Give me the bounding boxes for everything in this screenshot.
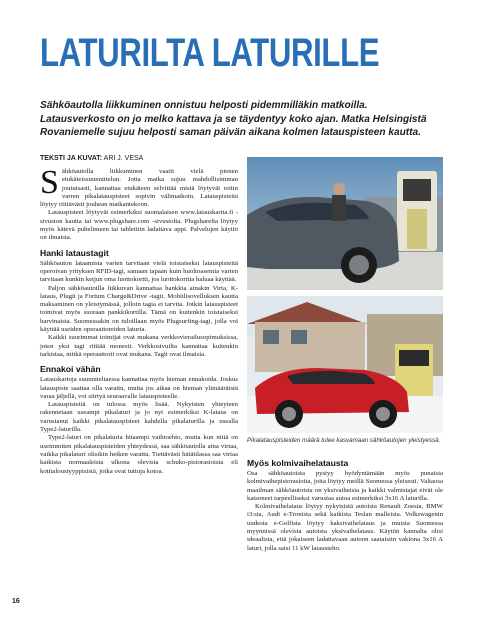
body-paragraph-6: Latauskartoja suunniteltaessa kannattaa myös hieman ennakoida. Joskus latauspiste saattaa olla varattu, mutta jos aikaa on hieman ylimääräistä varaa jäljellä, voi siirtyä seuraavalle latauspisteelle. (40, 376, 238, 400)
photo-caption: Pikalatauspisteiden määrä tulee kasvamaan sähköautojen yleistyessä. (247, 437, 441, 444)
body-paragraph-2: Latauspisteet löytyvät esimerkiksi suomalaisen www.latauskartta.fi -sivuston kautta tai www.plugshare.com -sivustolta. Plugsharelta löytyy myös kätevä puhelimeen tai tablettiin ladattava appi. Palvelujen käyttö on ilmaista. (40, 209, 238, 242)
photo-charging-red-car (247, 296, 443, 433)
right-paragraph-1: Osa sähköautoista pystyy hyödyntämään myös punaisia kolmivaihepistorasioita, joita löytyy meillä Suomessa yleisesti. Valtaosa maailman sähköautoista on yksivaiheisia ja kaikki valmistajat eivät ole katsoneet tarpeelliseksi varustaa autoa esimerkiksi 3x16 A laturilla. (247, 470, 443, 502)
article-lead: Sähköautolla liikkuminen onnistuu helposti pidemmilläkin matkoilla. Latausverkosto on jo melko kattava ja se täydentyy koko ajan. Matka Helsingistä Rovaniemelle sujuu helposti saman päivän aikana kolmen latauspisteen kautta. (40, 100, 427, 139)
body-paragraph-3: Sähköauton lataamista varten tarvitaan vielä toistaiseksi latauspisteitä operoivan yrityksen RFID-tagi, samaan tapaan kuin huoltoasemia varten tarvitaan kunkin ketjun oma luottokortti, jos luottokorttia haluaa käyttää. (40, 259, 238, 284)
body-paragraph-5: Kaikki suurimmat toimijat ovat mukana verkkovierailusopimuksissa, joten yksi tagi riittää monesti. Verkkosivuilta kannattaa kuitenkin tarkistaa, mitkä operaattorit ovat mukana. Tagit ovat ilmaisia. (40, 334, 238, 358)
subheading-three-phase: Myös kolmivaihelatausta (247, 458, 349, 468)
body-paragraph-4: Paljon sähköautoilla liikkuvan kannattaa hankkia ainakin Virta, K-lataus, Plugit ja Fortum Charge&Drive -tagit. Mobiilisovelluksen kautta maksaminen on yleistymässä, jolloin tagia ei tarvita. Jotkin latauspisteet toimivat myös suoraan pankkikortilla. Tämä on kuitenkin toistaiseksi harvinaista. Suomessakin on tuloillaan myös Plugsurfing-tagi, jolla voi käyttää useiden operaattoreiden laturia. (40, 284, 238, 334)
subheading-anticipate: Ennakoi vähän (40, 364, 101, 375)
subheading-tags: Hanki lataustagit (40, 247, 109, 258)
right-column (247, 453, 443, 553)
byline (40, 155, 143, 162)
body-paragraph-8: Type2-laturi on pikalaturia hitaampi vaihtoehto, mutta kun niitä on useimmiten pikalatauspisteiden yhteydessä, saa sähköautolla aina virtaa, vaikka pikalaturi olisikin hetken varattu. Tiettävästi hätätilassa saa virtaa kaikista normaaleista ulkona olevista schuko-pistorasioista eli kotitaloustyyppisistä, jotka ovat tuttuja kotoa. (40, 434, 238, 475)
body-paragraph-1: Sähköautolla liikkuminen vaatii vielä pienen etukäteissuunnittelun. Jotta matka sujuu mahdollisimman joutuisasti, kannattaa etukäteen selvittää mistä löytyvät reitin varren pikalatauspisteet sopivin välimatkoin. Latauspisteitä löytyy riittävästi jouhean matkantekoon. (40, 164, 238, 209)
byline-label: TEKSTI JA KUVAT: (40, 155, 103, 162)
body-paragraph-7: Latauspisteitä on tulossa myös lisää. Nykyisten yhteyteen rakennetaan useampi pikalaturi ja jo nyt esimerkiksi K-lataus on varustanut kaikki pikalatauspisteet kahdella pikalaturilla ja usealla Type2-laturilla. (40, 401, 238, 434)
page-number: 16 (12, 598, 20, 605)
byline-author: ARI J. VESA (103, 155, 144, 162)
left-column (40, 164, 238, 476)
photo-charging-grey-car (247, 157, 443, 290)
drop-cap: S (40, 164, 59, 201)
right-paragraph-2: Kolmivaihelataus löytyy nykyisistä autoista Renault Zoesta, BMW i3:sta, Audi e-Tronista sekä kaikista Teslan malleista. Volkswagenin uudesta e-Golfista löytyy kaksivaihelataus ja muista Suomessa myynnissä olevista autoista yksivaihelataus. Käytön kannalta olisi ideaalista, että jokaiseen ladattavaan autoon saataisiin vakiona 3x16 A laturi, jolla saisi 11 kW latausteho. (247, 503, 443, 552)
article-title: LATURILTA LATURILLE (40, 31, 380, 75)
